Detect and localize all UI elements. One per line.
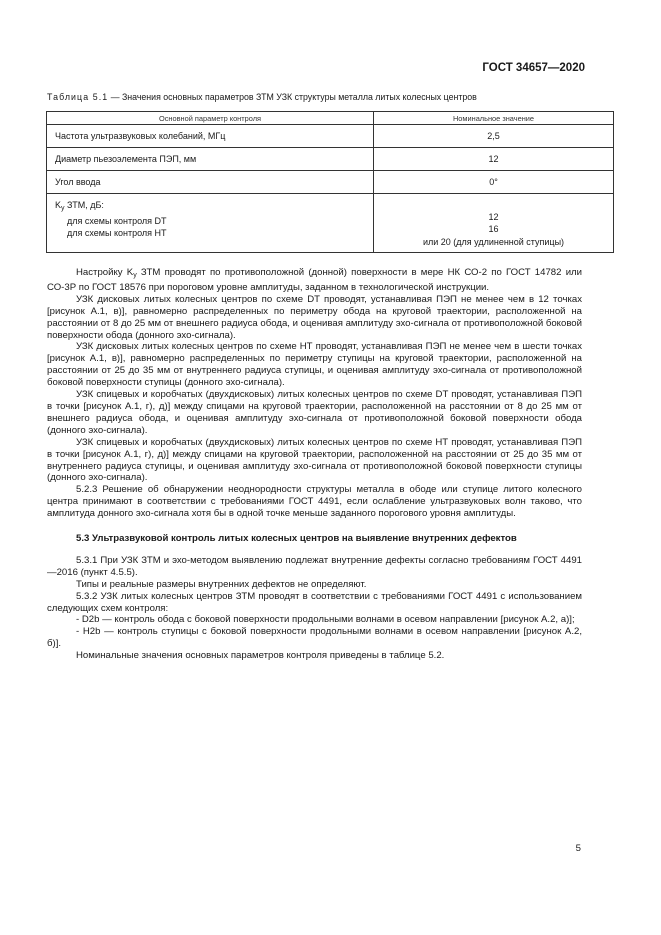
paragraph: УЗК дисковых литых колесных центров по схеме НТ проводят, устанавливая ПЭП не менее чем в шести точках [рисунок А.1, в)], равномерно распределенных по периметру ступицы на круговой траектории, расположенной на расстоянии от 25 до 35 мм от внутреннего радиуса ступицы, и оценивая амплитуду эхо-сигнала от противоположной боковой поверхности ступицы (донного эхо-сигнала). (47, 341, 582, 389)
paragraph: 5.3.1 При УЗК ЗТМ и эхо-методом выявлению подлежат внутренние дефекты согласно требованиям ГОСТ 4491—2016 (пункт 4.5.5). (47, 554, 582, 578)
ky-line-dt: для схемы контроля DT (67, 216, 167, 227)
paragraph: УЗК дисковых литых колесных центров по схеме DT проводят, устанавливая ПЭП не менее чем в 12 точках [рисунок А.1, в)], равномерно распределенных по периметру обода на круговой траектории, расположенной на расстоянии от 8 до 25 мм от внешнего радиуса обода, и оценивая амплитуду эхо-сигнала от противоположной боковой поверхности обода (донного эхо-сигнала). (47, 293, 582, 341)
ky-line-ht: для схемы контроля НТ (67, 228, 167, 239)
param-cell: Частота ультразвуковых колебаний, МГц (47, 125, 374, 148)
paragraph: - D2b — контроль обода с боковой поверхности продольными волнами в осевом направлении [рисунок А.2, а)]; (76, 614, 575, 626)
ky-value-dt: 12 (488, 212, 499, 223)
param-cell (47, 194, 374, 253)
paragraph: Настройку $K_y$ ЗТМ проводят по противоположной (донной) поверхности в мере НК СО-2 по ГОСТ 14782 или СО-3Р по ГОСТ 18576 при пороговом уровне амплитуды, заданном в технологической инструкции. (47, 267, 583, 293)
table-caption-text: — Значения основных параметров ЗТМ УЗК структуры металла литых колесных центров (108, 92, 477, 102)
table-caption-prefix: Таблица 5.1 (47, 92, 109, 102)
ky-value-ht-alt: или 20 (для удлиненной ступицы) (422, 236, 565, 247)
paragraph: УЗК спицевых и коробчатых (двухдисковых) литых колесных центров по схеме НТ проводят, устанавливая ПЭП в точки [рисунок А.1, г), д)] между спицами на круговой траектории, расположенной на расстоянии от 25 до 35 мм от внутреннего радиуса ступицы, и оценивая амплитуду эхо-сигнала от противоположной боковой поверхности ступицы (донного эхо-сигнала). (47, 436, 582, 484)
ky-param-title: $K_y$ ЗТМ, дБ: (55, 200, 104, 212)
paragraph: Номинальные значения основных параметров контроля приведены в таблице 5.2. (76, 650, 445, 662)
param-cell: Диаметр пьезоэлемента ПЭП, мм (47, 148, 374, 171)
table-row (47, 171, 614, 194)
paragraph: 5.2.3 Решение об обнаружении неоднородности структуры металла в ободе или ступице литого колесного центра принимают в соответствии с требованиями ГОСТ 4491, если ослабление ультразвуковых волн таково, что амплитуда донного эхо-сигнала хотя бы в одной точке меньше заданного порогового уровня амплитуды. (47, 484, 582, 520)
table-row-ky (47, 194, 614, 253)
table-row (47, 125, 614, 148)
page-number: 5 (575, 843, 581, 854)
value-cell: 0° (374, 171, 614, 194)
param-cell: Угол ввода (47, 171, 374, 194)
body-text (47, 267, 582, 662)
table-header-row (47, 112, 614, 125)
standard-number: ГОСТ 34657—2020 (482, 62, 585, 74)
column-header-parameter: Основной параметр контроля (47, 112, 374, 125)
parameters-table (46, 111, 614, 253)
ky-value-ht: 16 (488, 224, 499, 235)
table-row (47, 148, 614, 171)
value-cell: 2,5 (374, 125, 614, 148)
column-header-value: Номинальное значение (374, 112, 614, 125)
paragraph: Типы и реальные размеры внутренних дефектов не определяют. (76, 578, 367, 590)
paragraph: 5.3.2 УЗК литых колесных центров ЗТМ проводят в соответствии с требованиями ГОСТ 4491 с использованием следующих схем контроля: (47, 590, 582, 614)
value-cell: 12 (374, 148, 614, 171)
table-caption (47, 92, 477, 102)
paragraph: УЗК спицевых и коробчатых (двухдисковых) литых колесных центров по схеме DT проводят, устанавливая ПЭП в точки [рисунок А.1, г), д)] между спицами на круговой траектории, расположенной на расстоянии от 8 до 25 мм от внешнего радиуса обода, и оценивая амплитуду эхо-сигнала от противоположной боковой поверхности обода (донного эхо-сигнала). (47, 389, 582, 436)
section-heading: 5.3 Ультразвуковой контроль литых колесных центров на выявление внутренних дефектов (76, 533, 517, 545)
paragraph: - H2b — контроль ступицы с боковой поверхности продольными волнами в осевом направлении [рисунок А.2, б)]. (47, 626, 582, 650)
value-cell (374, 194, 614, 253)
